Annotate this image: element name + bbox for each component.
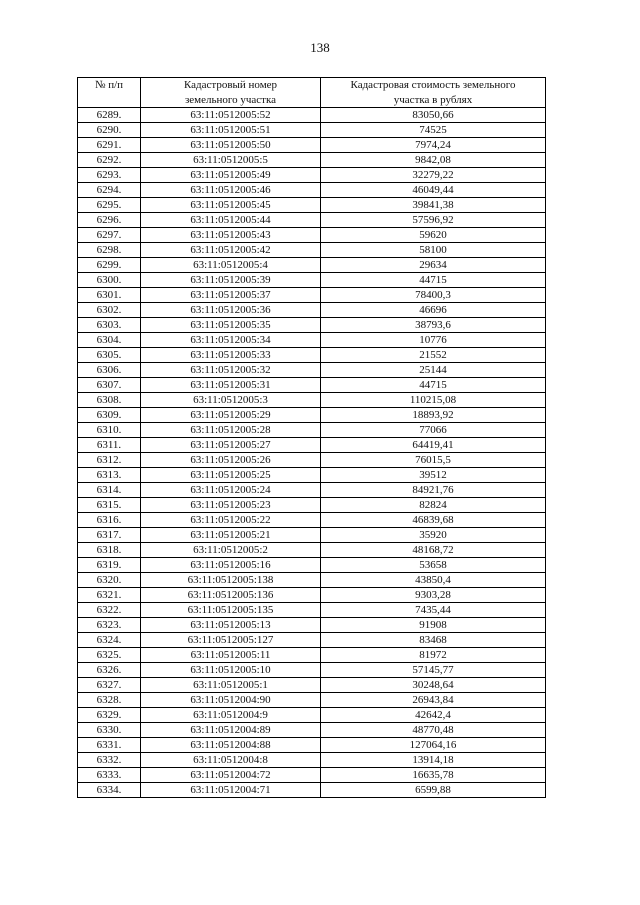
cadastral-number: 63:11:0512004:90 — [141, 693, 321, 708]
cadastral-number: 63:11:0512005:21 — [141, 528, 321, 543]
cadastral-number: 63:11:0512004:88 — [141, 738, 321, 753]
row-index: 6325. — [78, 648, 141, 663]
row-index: 6309. — [78, 408, 141, 423]
cadastral-number: 63:11:0512004:72 — [141, 768, 321, 783]
row-index: 6290. — [78, 123, 141, 138]
table-row — [78, 603, 546, 618]
cadastral-number: 63:11:0512005:43 — [141, 228, 321, 243]
cadastral-number: 63:11:0512005:33 — [141, 348, 321, 363]
table-row — [78, 363, 546, 378]
cadastral-value: 42642,4 — [321, 708, 546, 723]
row-index: 6300. — [78, 273, 141, 288]
cadastral-value: 74525 — [321, 123, 546, 138]
row-index: 6318. — [78, 543, 141, 558]
table-row — [78, 123, 546, 138]
cadastral-number: 63:11:0512005:37 — [141, 288, 321, 303]
cadastral-number: 63:11:0512005:25 — [141, 468, 321, 483]
row-index: 6334. — [78, 783, 141, 798]
table-row — [78, 498, 546, 513]
table-row — [78, 198, 546, 213]
cadastral-number: 63:11:0512005:26 — [141, 453, 321, 468]
table-row — [78, 108, 546, 123]
table-row — [78, 513, 546, 528]
row-index: 6310. — [78, 423, 141, 438]
cadastral-value: 76015,5 — [321, 453, 546, 468]
cadastral-number: 63:11:0512005:27 — [141, 438, 321, 453]
cadastral-value: 83468 — [321, 633, 546, 648]
cadastral-value: 18893,92 — [321, 408, 546, 423]
cadastral-number: 63:11:0512005:35 — [141, 318, 321, 333]
table-row — [78, 573, 546, 588]
row-index: 6308. — [78, 393, 141, 408]
row-index: 6320. — [78, 573, 141, 588]
row-index: 6307. — [78, 378, 141, 393]
cadastral-value: 16635,78 — [321, 768, 546, 783]
header-index: № п/п — [78, 78, 141, 108]
row-index: 6303. — [78, 318, 141, 333]
cadastral-value: 57145,77 — [321, 663, 546, 678]
row-index: 6317. — [78, 528, 141, 543]
table-row — [78, 153, 546, 168]
cadastral-number: 63:11:0512005:34 — [141, 333, 321, 348]
cadastral-value: 44715 — [321, 273, 546, 288]
cadastral-number: 63:11:0512004:8 — [141, 753, 321, 768]
table-row — [78, 138, 546, 153]
row-index: 6297. — [78, 228, 141, 243]
table-header — [78, 78, 546, 108]
cadastral-value: 44715 — [321, 378, 546, 393]
row-index: 6326. — [78, 663, 141, 678]
row-index: 6316. — [78, 513, 141, 528]
cadastral-number: 63:11:0512005:11 — [141, 648, 321, 663]
cadastral-value: 127064,16 — [321, 738, 546, 753]
table-row — [78, 633, 546, 648]
cadastral-number: 63:11:0512005:45 — [141, 198, 321, 213]
table-row — [78, 618, 546, 633]
row-index: 6323. — [78, 618, 141, 633]
row-index: 6315. — [78, 498, 141, 513]
cadastral-value: 46049,44 — [321, 183, 546, 198]
table-row — [78, 258, 546, 273]
cadastral-value: 9842,08 — [321, 153, 546, 168]
cadastral-value: 25144 — [321, 363, 546, 378]
row-index: 6289. — [78, 108, 141, 123]
cadastral-number: 63:11:0512005:28 — [141, 423, 321, 438]
row-index: 6331. — [78, 738, 141, 753]
cadastral-value: 38793,6 — [321, 318, 546, 333]
cadastral-number: 63:11:0512005:31 — [141, 378, 321, 393]
cadastral-number: 63:11:0512005:42 — [141, 243, 321, 258]
cadastral-value: 110215,08 — [321, 393, 546, 408]
cadastral-number: 63:11:0512005:3 — [141, 393, 321, 408]
row-index: 6291. — [78, 138, 141, 153]
row-index: 6298. — [78, 243, 141, 258]
cadastral-number: 63:11:0512005:127 — [141, 633, 321, 648]
table-body — [78, 108, 546, 798]
table-row — [78, 768, 546, 783]
cadastral-value: 39841,38 — [321, 198, 546, 213]
table-row — [78, 663, 546, 678]
cadastral-number: 63:11:0512005:135 — [141, 603, 321, 618]
cadastral-number: 63:11:0512005:46 — [141, 183, 321, 198]
table-row — [78, 468, 546, 483]
header-cadastral-number: Кадастровый номер земельного участка — [141, 78, 321, 108]
cadastral-number: 63:11:0512005:51 — [141, 123, 321, 138]
cadastral-value: 30248,64 — [321, 678, 546, 693]
cadastral-value: 46839,68 — [321, 513, 546, 528]
cadastral-value: 53658 — [321, 558, 546, 573]
cadastral-value: 13914,18 — [321, 753, 546, 768]
cadastral-number: 63:11:0512005:4 — [141, 258, 321, 273]
row-index: 6305. — [78, 348, 141, 363]
row-index: 6322. — [78, 603, 141, 618]
cadastral-value: 6599,88 — [321, 783, 546, 798]
row-index: 6328. — [78, 693, 141, 708]
cadastral-value: 39512 — [321, 468, 546, 483]
row-index: 6313. — [78, 468, 141, 483]
cadastral-number: 63:11:0512005:16 — [141, 558, 321, 573]
table-row — [78, 378, 546, 393]
table-row — [78, 318, 546, 333]
cadastral-value: 78400,3 — [321, 288, 546, 303]
table-row — [78, 183, 546, 198]
cadastral-number: 63:11:0512005:49 — [141, 168, 321, 183]
table-row — [78, 228, 546, 243]
cadastral-value: 58100 — [321, 243, 546, 258]
row-index: 6319. — [78, 558, 141, 573]
row-index: 6306. — [78, 363, 141, 378]
row-index: 6311. — [78, 438, 141, 453]
row-index: 6330. — [78, 723, 141, 738]
cadastral-number: 63:11:0512005:23 — [141, 498, 321, 513]
row-index: 6301. — [78, 288, 141, 303]
cadastral-value: 9303,28 — [321, 588, 546, 603]
row-index: 6332. — [78, 753, 141, 768]
cadastral-value: 81972 — [321, 648, 546, 663]
cadastral-value: 48770,48 — [321, 723, 546, 738]
cadastral-value: 91908 — [321, 618, 546, 633]
table-row — [78, 783, 546, 798]
table-row — [78, 348, 546, 363]
cadastral-value: 43850,4 — [321, 573, 546, 588]
table-row — [78, 723, 546, 738]
table-row — [78, 693, 546, 708]
cadastral-value: 7974,24 — [321, 138, 546, 153]
cadastral-number: 63:11:0512005:136 — [141, 588, 321, 603]
row-index: 6293. — [78, 168, 141, 183]
table-row — [78, 213, 546, 228]
header-cadastral-value: Кадастровая стоимость земельного участка в рублях — [321, 78, 546, 108]
table-row — [78, 543, 546, 558]
table-row — [78, 303, 546, 318]
cadastral-value: 46696 — [321, 303, 546, 318]
cadastral-value: 26943,84 — [321, 693, 546, 708]
cadastral-number: 63:11:0512005:32 — [141, 363, 321, 378]
row-index: 6314. — [78, 483, 141, 498]
cadastral-number: 63:11:0512005:5 — [141, 153, 321, 168]
cadastral-number: 63:11:0512005:44 — [141, 213, 321, 228]
row-index: 6304. — [78, 333, 141, 348]
row-index: 6329. — [78, 708, 141, 723]
row-index: 6296. — [78, 213, 141, 228]
table-row — [78, 438, 546, 453]
cadastral-value: 35920 — [321, 528, 546, 543]
cadastral-number: 63:11:0512004:71 — [141, 783, 321, 798]
table-row — [78, 333, 546, 348]
table-row — [78, 648, 546, 663]
row-index: 6299. — [78, 258, 141, 273]
cadastral-value: 10776 — [321, 333, 546, 348]
table-row — [78, 753, 546, 768]
cadastral-number: 63:11:0512005:36 — [141, 303, 321, 318]
cadastral-number: 63:11:0512005:1 — [141, 678, 321, 693]
cadastral-value: 7435,44 — [321, 603, 546, 618]
cadastral-number: 63:11:0512005:13 — [141, 618, 321, 633]
row-index: 6295. — [78, 198, 141, 213]
table-row — [78, 288, 546, 303]
cadastral-value: 48168,72 — [321, 543, 546, 558]
cadastral-value: 59620 — [321, 228, 546, 243]
table-row — [78, 273, 546, 288]
row-index: 6321. — [78, 588, 141, 603]
cadastral-value: 29634 — [321, 258, 546, 273]
cadastral-table — [77, 77, 546, 798]
cadastral-value: 77066 — [321, 423, 546, 438]
cadastral-number: 63:11:0512005:39 — [141, 273, 321, 288]
row-index: 6294. — [78, 183, 141, 198]
table-row — [78, 483, 546, 498]
cadastral-number: 63:11:0512004:89 — [141, 723, 321, 738]
cadastral-value: 57596,92 — [321, 213, 546, 228]
table-row — [78, 168, 546, 183]
cadastral-number: 63:11:0512005:22 — [141, 513, 321, 528]
row-index: 6333. — [78, 768, 141, 783]
table-row — [78, 528, 546, 543]
table-row — [78, 393, 546, 408]
row-index: 6302. — [78, 303, 141, 318]
table-row — [78, 453, 546, 468]
table-row — [78, 738, 546, 753]
cadastral-value: 32279,22 — [321, 168, 546, 183]
cadastral-number: 63:11:0512005:138 — [141, 573, 321, 588]
row-index: 6312. — [78, 453, 141, 468]
row-index: 6324. — [78, 633, 141, 648]
table-row — [78, 408, 546, 423]
cadastral-value: 82824 — [321, 498, 546, 513]
cadastral-number: 63:11:0512004:9 — [141, 708, 321, 723]
row-index: 6327. — [78, 678, 141, 693]
row-index: 6292. — [78, 153, 141, 168]
cadastral-number: 63:11:0512005:52 — [141, 108, 321, 123]
page-number: 138 — [310, 40, 330, 55]
cadastral-number: 63:11:0512005:2 — [141, 543, 321, 558]
cadastral-number: 63:11:0512005:10 — [141, 663, 321, 678]
table-row — [78, 708, 546, 723]
table-row — [78, 423, 546, 438]
table-row — [78, 588, 546, 603]
cadastral-value: 21552 — [321, 348, 546, 363]
cadastral-number: 63:11:0512005:29 — [141, 408, 321, 423]
cadastral-number: 63:11:0512005:50 — [141, 138, 321, 153]
table-row — [78, 558, 546, 573]
table-row — [78, 243, 546, 258]
cadastral-value: 64419,41 — [321, 438, 546, 453]
cadastral-number: 63:11:0512005:24 — [141, 483, 321, 498]
cadastral-value: 83050,66 — [321, 108, 546, 123]
table-row — [78, 678, 546, 693]
cadastral-value: 84921,76 — [321, 483, 546, 498]
